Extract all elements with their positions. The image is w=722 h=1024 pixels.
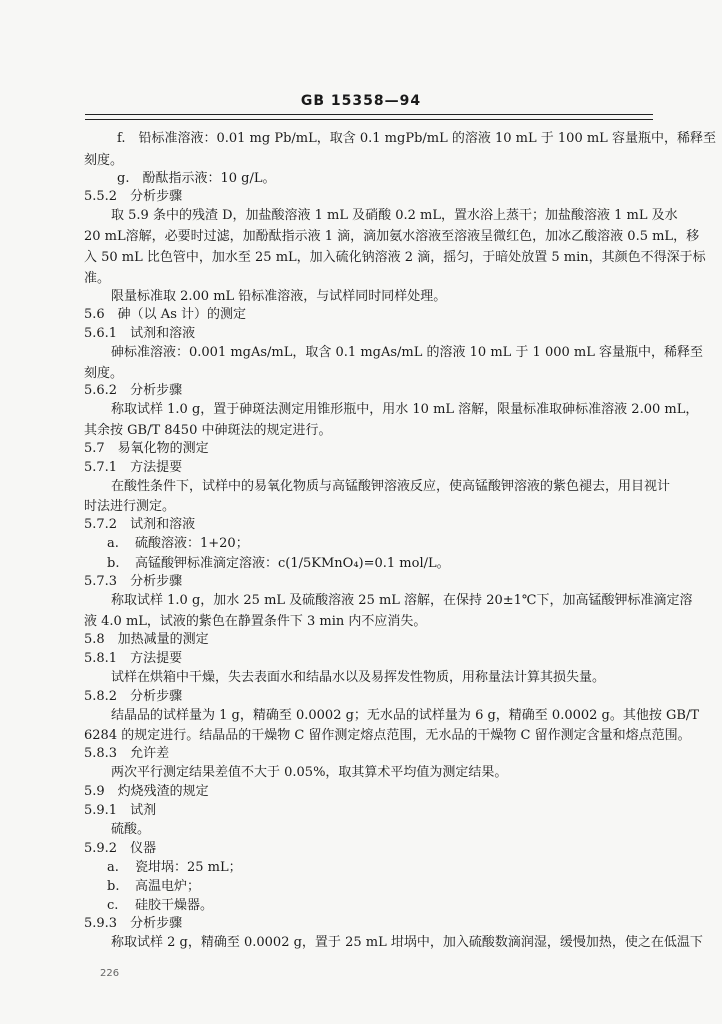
paragraph-line: 20 mL溶解，必要时过滤，加酚酞指示液 1 滴，滴加氨水溶液至溶液呈微红色，加冰乙酸溶液 0.5 mL，移 (84, 229, 700, 244)
paragraph-line: 硫酸。 (111, 822, 151, 837)
list-item (107, 556, 450, 572)
header-rule-bottom (85, 119, 653, 120)
paragraph-line: 其余按 GB/T 8450 中砷斑法的规定进行。 (84, 423, 332, 438)
section-heading-5-6-1: 5.6.1 试剂和溶液 (84, 326, 196, 341)
list-item-label: b. (107, 879, 120, 894)
section-heading-5-7: 5.7 易氧化物的测定 (84, 441, 209, 456)
paragraph-line: 入 50 mL 比色管中，加水至 25 mL，加入硫化钠溶液 2 滴，摇匀，于暗处放置 5 min，其颜色不得深于标 (84, 250, 706, 265)
section-heading-5-7-3: 5.7.3 分析步骤 (84, 574, 183, 589)
paragraph-line: 称取试样 2 g，精确至 0.0002 g，置于 25 mL 坩埚中，加入硫酸数滴润湿，缓慢加热，使之在低温下 (111, 935, 703, 950)
text-line: 刻度。 (84, 153, 124, 168)
list-item-label: a. (107, 536, 119, 551)
list-item (107, 536, 249, 552)
header-rule-top (85, 114, 653, 115)
reagent-item-f: f. 铅标准溶液：0.01 mg Pb/mL，取含 0.1 mgPb/mL 的溶液 10 mL 于 100 mL 容量瓶中，稀释至 (117, 131, 716, 146)
list-item (107, 879, 200, 895)
paragraph-line: 称取试样 1.0 g，加水 25 mL 及硫酸溶液 25 mL 溶解，在保持 20±1℃下，加高锰酸钾标准滴定溶 (111, 593, 693, 608)
section-heading-5-6: 5.6 砷（以 As 计）的测定 (84, 307, 246, 322)
section-heading-5-8-2: 5.8.2 分析步骤 (84, 689, 183, 704)
section-heading-5-9-3: 5.9.3 分析步骤 (84, 916, 183, 931)
section-heading-5-8-1: 5.8.1 方法提要 (84, 651, 183, 666)
section-heading-5-5-2: 5.5.2 分析步骤 (84, 189, 183, 204)
list-item-label: c. (107, 898, 119, 913)
paragraph-line: 砷标准溶液：0.001 mgAs/mL，取含 0.1 mgAs/mL 的溶液 10 mL 于 1 000 mL 容量瓶中，稀释至 (111, 345, 703, 360)
paragraph-line: 试样在烘箱中干燥，失去表面水和结晶水以及易挥发性物质，用称量法计算其损失量。 (111, 670, 606, 685)
section-heading-5-7-1: 5.7.1 方法提要 (84, 460, 183, 475)
section-heading-5-8: 5.8 加热减量的测定 (84, 632, 209, 647)
paragraph-line: 刻度。 (84, 366, 124, 381)
section-heading-5-9-2: 5.9.2 仪器 (84, 841, 157, 856)
section-heading-5-8-3: 5.8.3 允许差 (84, 746, 170, 761)
paragraph-line: 在酸性条件下，试样中的易氧化物质与高锰酸钾溶液反应，使高锰酸钾溶液的紫色褪去，用目视计 (111, 479, 671, 494)
list-item-text: 瓷坩埚：25 mL； (135, 860, 242, 875)
paragraph-line: 时法进行测定。 (84, 499, 176, 514)
list-item-text: 硅胶干燥器。 (135, 898, 214, 913)
paragraph-line: 两次平行测定结果差值不大于 0.05%，取其算术平均值为测定结果。 (111, 765, 508, 780)
paragraph-line: 取 5.9 条中的残渣 D，加盐酸溶液 1 mL 及硝酸 0.2 mL，置水浴上蒸干；加盐酸溶液 1 mL 及水 (111, 208, 678, 223)
list-item-label: b. (107, 556, 120, 571)
list-item-text: 高锰酸钾标准滴定溶液：c(1/5KMnO₄)=0.1 mol/L。 (135, 556, 450, 571)
paragraph-line: 准。 (84, 271, 111, 286)
list-item-text: 高温电炉； (135, 879, 201, 894)
paragraph-line: 结晶品的试样量为 1 g，精确至 0.0002 g；无水品的试样量为 6 g，精确至 0.0002 g。其他按 GB/T (111, 708, 699, 723)
page-number: 226 (100, 968, 120, 979)
list-item-text: 硫酸溶液：1+20； (135, 536, 249, 551)
paragraph-line: 限量标准取 2.00 mL 铅标准溶液，与试样同时同样处理。 (111, 289, 447, 304)
list-item-label: a. (107, 860, 119, 875)
paragraph-line: 6284 的规定进行。结晶品的干燥物 C 留作测定熔点范围，无水品的干燥物 C 留作测定含量和熔点范围。 (84, 728, 691, 743)
section-heading-5-9: 5.9 灼烧残渣的规定 (84, 784, 209, 799)
list-item (107, 860, 242, 876)
reagent-item-g: g. 酚酞指示液：10 g/L。 (117, 171, 276, 186)
standard-number-header: GB 15358—94 (300, 93, 422, 109)
section-heading-5-7-2: 5.7.2 试剂和溶液 (84, 517, 196, 532)
paragraph-line: 称取试样 1.0 g，置于砷斑法测定用锥形瓶中，用水 10 mL 溶解，限量标准取砷标准溶液 2.00 mL， (111, 402, 699, 417)
section-heading-5-9-1: 5.9.1 试剂 (84, 803, 157, 818)
paragraph-line: 液 4.0 mL，试液的紫色在静置条件下 3 min 内不应消失。 (84, 614, 427, 629)
list-item (107, 898, 213, 914)
section-heading-5-6-2: 5.6.2 分析步骤 (84, 383, 183, 398)
